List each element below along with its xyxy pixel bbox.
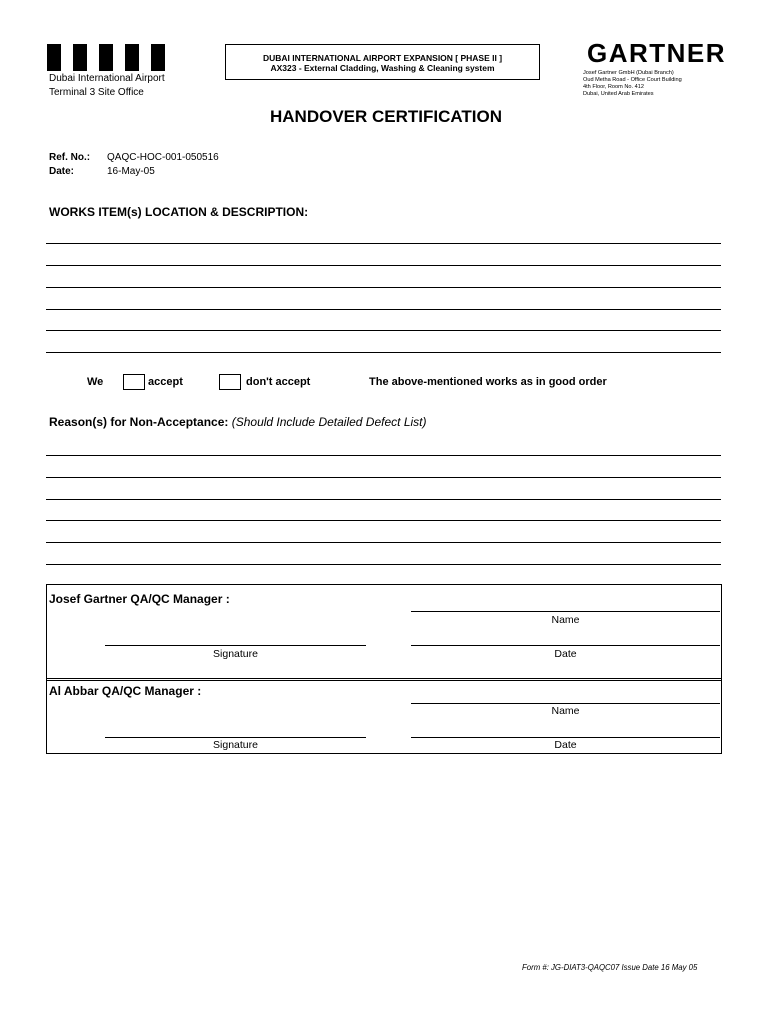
reason-line[interactable] (46, 499, 721, 500)
airport-name: Dubai International Airport (49, 73, 165, 84)
dont-accept-checkbox[interactable] (219, 374, 241, 390)
gartner-logo: GARTNER (587, 38, 727, 68)
accept-label: accept (148, 376, 183, 388)
date-label: Date: (49, 166, 75, 177)
alabbar-signature-line[interactable] (105, 737, 366, 738)
form-footer: Form #: JG-DIAT3-QAQC07 Issue Date 16 May 05 (522, 963, 698, 972)
address-line: 4th Floor, Room No. 412 (583, 84, 644, 90)
site-office: Terminal 3 Site Office (49, 87, 144, 98)
signoff-box (46, 584, 722, 754)
reasons-hint: (Should Include Detailed Defect List) (231, 415, 427, 429)
project-line-2: AX323 - External Cladding, Washing & Cleaning system (270, 63, 495, 73)
reason-line[interactable] (46, 455, 721, 456)
reasons-heading (49, 415, 427, 429)
project-title-box (225, 44, 540, 80)
gartner-manager-title: Josef Gartner QA/QC Manager : (49, 592, 230, 606)
reason-line[interactable] (46, 520, 721, 521)
alabbar-date-caption: Date (554, 739, 577, 751)
gartner-address (583, 70, 682, 98)
alabbar-name-line[interactable] (411, 703, 720, 704)
gartner-date-caption: Date (554, 648, 577, 660)
alabbar-date-line[interactable] (411, 737, 720, 738)
ref-label: Ref. No.: (49, 152, 91, 163)
works-line[interactable] (46, 265, 721, 266)
works-line[interactable] (46, 352, 721, 353)
works-line[interactable] (46, 287, 721, 288)
project-line-1: DUBAI INTERNATIONAL AIRPORT EXPANSION [ PHASE II ] (262, 53, 503, 63)
accept-checkbox[interactable] (123, 374, 145, 390)
address-line: Josef Gartner GmbH (Dubai Branch) (583, 70, 674, 76)
address-line: Dubai, United Arab Emirates (583, 91, 654, 97)
reason-line[interactable] (46, 564, 721, 565)
ref-value: QAQC-HOC-001-050516 (107, 152, 219, 163)
works-line[interactable] (46, 330, 721, 331)
gartner-date-line[interactable] (411, 645, 720, 646)
signoff-divider (46, 678, 722, 681)
we-label: We (87, 376, 104, 388)
date-value: 16-May-05 (107, 166, 155, 177)
works-line[interactable] (46, 309, 721, 310)
acceptance-statement: The above-mentioned works as in good order (369, 376, 607, 388)
gartner-name-caption: Name (551, 614, 580, 626)
reasons-label: Reason(s) for Non-Acceptance: (49, 415, 229, 429)
reason-line[interactable] (46, 542, 721, 543)
alabbar-manager-title: Al Abbar QA/QC Manager : (49, 684, 202, 698)
gartner-signature-line[interactable] (105, 645, 366, 646)
reason-line[interactable] (46, 477, 721, 478)
works-line[interactable] (46, 243, 721, 244)
dont-accept-label: don't accept (246, 376, 311, 388)
works-heading: WORKS ITEM(s) LOCATION & DESCRIPTION: (49, 205, 309, 219)
address-line: Oud Metha Road - Office Court Building (583, 77, 682, 83)
alabbar-signature-caption: Signature (213, 739, 258, 751)
airport-info (49, 72, 165, 100)
alabbar-name-caption: Name (551, 705, 580, 717)
gartner-name-line[interactable] (411, 611, 720, 612)
page-title: HANDOVER CERTIFICATION (269, 107, 502, 126)
gartner-signature-caption: Signature (213, 648, 258, 660)
